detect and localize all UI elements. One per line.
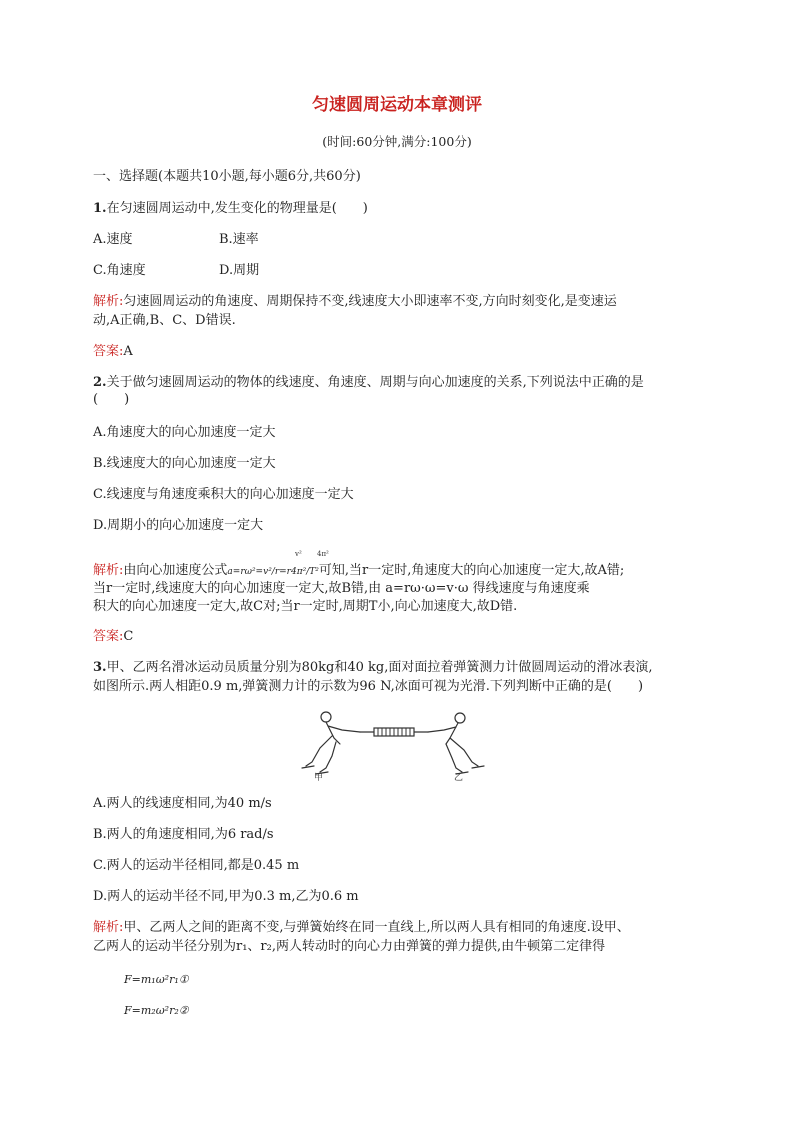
option-a: A.角速度大的向心加速度一定大	[93, 425, 276, 440]
analysis-label: 解析:	[93, 294, 124, 309]
analysis-line: 当r一定时,线速度大的向心加速度一定大,故B错,由 a=rω·ω=v·ω 得线速度与角速度乘	[93, 581, 590, 596]
figure-label-right: 乙	[454, 773, 464, 782]
skaters-figure	[296, 708, 496, 782]
analysis-line: 解析:匀速圆周运动的角速度、周期保持不变,线速度大小即速率不变,方向时刻变化,是变速运	[93, 294, 617, 309]
option-a: A.速度	[93, 232, 133, 247]
question-stem: 甲、乙两名滑冰运动员质量分别为80kg和40 kg,面对面拉着弹簧测力计做圆周运动的滑冰表演,	[106, 660, 653, 675]
formula: a=rω²=v²/r=r4π²/T²	[227, 567, 319, 577]
analysis-label: 解析:	[93, 563, 124, 578]
formula-numerator: 4π²	[317, 550, 329, 558]
equation-2: F=m₂ω²r₂②	[124, 1004, 189, 1017]
question-stem: ( )	[93, 392, 130, 407]
answer-line	[93, 344, 133, 360]
question-stem: 如图所示.两人相距0.9 m,弹簧测力计的示数为96 N,冰面可视为光滑.下列判断中正确的是( )	[93, 679, 644, 694]
analysis-line: 乙两人的运动半径分别为r₁、r₂,两人转动时的向心力由弹簧的弹力提供,由牛顿第二定律得	[93, 939, 606, 954]
option-c: C.角速度	[93, 263, 146, 278]
equation-1: F=m₁ω²r₁①	[124, 973, 189, 986]
option-b: B.线速度大的向心加速度一定大	[93, 456, 276, 471]
question-1	[93, 201, 368, 217]
answer-value: C	[123, 629, 134, 644]
analysis-label: 解析:	[93, 920, 124, 935]
page-title: 匀速圆周运动本章测评	[312, 95, 482, 115]
question-3	[93, 660, 652, 676]
option-d: D.周期	[219, 263, 260, 278]
question-number: 2.	[93, 375, 107, 390]
option-a: A.两人的线速度相同,为40 m/s	[93, 796, 272, 811]
question-number: 1.	[93, 201, 107, 216]
answer-label: 答案:	[93, 344, 124, 359]
analysis-line: 动,A正确,B、C、D错误.	[93, 313, 236, 328]
figure-label-left: 甲	[314, 773, 324, 782]
question-number: 3.	[93, 660, 107, 675]
analysis-line: 解析:由向心加速度公式a=rω²=v²/r=r4π²/T²可知,当r一定时,角速度大的向心加速度一定大,故A错;	[93, 563, 625, 578]
analysis-line: 解析:甲、乙两人之间的距离不变,与弹簧始终在同一直线上,所以两人具有相同的角速度.设甲、	[93, 920, 630, 935]
option-d: D.周期小的向心加速度一定大	[93, 518, 264, 533]
answer-value: A	[123, 344, 133, 359]
answer-line	[93, 629, 133, 645]
option-d: D.两人的运动半径不同,甲为0.3 m,乙为0.6 m	[93, 889, 359, 904]
question-2	[93, 375, 644, 391]
answer-label: 答案:	[93, 629, 124, 644]
page-subtitle: (时间:60分钟,满分:100分)	[322, 134, 472, 149]
section-heading: 一、选择题(本题共10小题,每小题6分,共60分)	[93, 169, 361, 184]
analysis-line: 积大的向心加速度一定大,故C对;当r一定时,周期T小,向心加速度大,故D错.	[93, 599, 518, 614]
option-c: C.两人的运动半径相同,都是0.45 m	[93, 858, 300, 873]
option-b: B.两人的角速度相同,为6 rad/s	[93, 827, 274, 842]
option-c: C.线速度与角速度乘积大的向心加速度一定大	[93, 487, 354, 502]
question-stem: 关于做匀速圆周运动的物体的线速度、角速度、周期与向心加速度的关系,下列说法中正确的是	[106, 375, 644, 390]
question-stem: 在匀速圆周运动中,发生变化的物理量是( )	[106, 201, 368, 216]
formula-numerator: v²	[295, 550, 302, 558]
option-b: B.速率	[219, 232, 259, 247]
